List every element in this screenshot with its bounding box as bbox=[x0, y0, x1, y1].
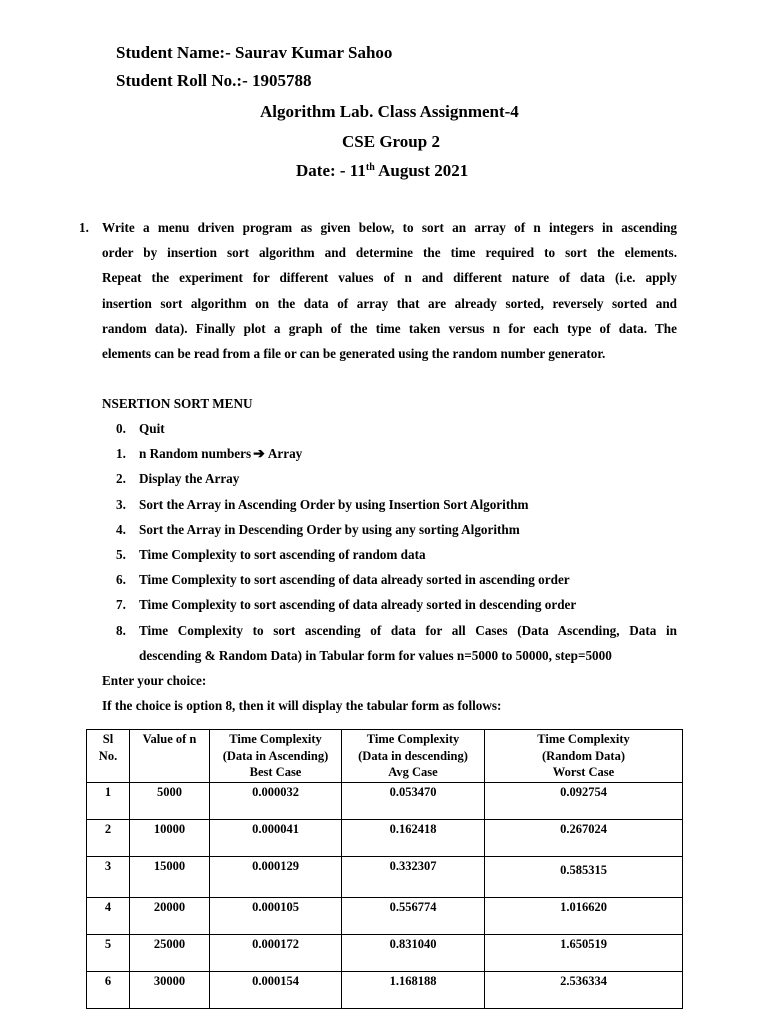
header-avg-case: Time Complexity (Data in descending) Avg Case bbox=[342, 730, 485, 783]
header-sl-no: Sl No. bbox=[87, 730, 130, 783]
menu-item-text: Array bbox=[267, 446, 303, 461]
table-row bbox=[87, 857, 683, 898]
cell-sl: 5 bbox=[87, 935, 130, 972]
header-value-n: Value of n bbox=[130, 730, 210, 783]
student-name: Student Name:- Saurav Kumar Sahoo bbox=[116, 43, 393, 62]
cell-sl: 3 bbox=[87, 857, 130, 898]
cell-best: 0.000105 bbox=[210, 898, 342, 935]
cell-worst: 0.092754 bbox=[485, 783, 683, 820]
cell-avg: 0.831040 bbox=[342, 935, 485, 972]
cell-best: 0.000041 bbox=[210, 820, 342, 857]
menu-item-number: 6. bbox=[116, 572, 126, 587]
cell-avg: 1.168188 bbox=[342, 972, 485, 1009]
table-row bbox=[87, 898, 683, 935]
cell-sl: 6 bbox=[87, 972, 130, 1009]
menu-item-number: 5. bbox=[116, 547, 126, 562]
cell-worst: 1.650519 bbox=[485, 935, 683, 972]
menu-item-time-descending: Time Complexity to sort ascending of data already sorted in descending order bbox=[139, 597, 577, 612]
menu-item-quit: Quit bbox=[139, 421, 165, 436]
cell-n: 10000 bbox=[130, 820, 210, 857]
question-paragraph bbox=[102, 215, 677, 366]
group-label: CSE Group 2 bbox=[342, 132, 440, 151]
cell-avg: 0.332307 bbox=[342, 857, 485, 898]
header-best-case: Time Complexity (Data in Ascending) Best Case bbox=[210, 730, 342, 783]
menu-title: NSERTION SORT MENU bbox=[102, 396, 253, 411]
cell-best: 0.000154 bbox=[210, 972, 342, 1009]
question-line: insertion sort algorithm on the data of array that are already sorted, reversely sorted and bbox=[102, 295, 677, 311]
cell-best: 0.000032 bbox=[210, 783, 342, 820]
cell-best: 0.000129 bbox=[210, 857, 342, 898]
menu-item-number: 2. bbox=[116, 471, 126, 486]
menu-item-number: 4. bbox=[116, 522, 126, 537]
question-line: random data). Finally plot a graph of the time taken versus n for each type of data. The bbox=[102, 320, 677, 336]
results-table bbox=[86, 729, 683, 1009]
menu-item-number: 3. bbox=[116, 497, 126, 512]
menu-item-sort-ascending: Sort the Array in Ascending Order by using Insertion Sort Algorithm bbox=[139, 497, 529, 512]
option8-note: If the choice is option 8, then it will display the tabular form as follows: bbox=[102, 698, 502, 713]
question-number: 1. bbox=[79, 220, 89, 235]
menu-item-random-numbers bbox=[139, 446, 302, 463]
question-line: Write a menu driven program as given below, to sort an array of n integers in ascending bbox=[102, 220, 677, 235]
menu-item-time-random: Time Complexity to sort ascending of random data bbox=[139, 547, 426, 562]
date-suffix: August 2021 bbox=[374, 161, 469, 180]
cell-n: 15000 bbox=[130, 857, 210, 898]
cell-n: 30000 bbox=[130, 972, 210, 1009]
date-prefix: Date: - 11 bbox=[296, 161, 366, 180]
cell-best: 0.000172 bbox=[210, 935, 342, 972]
table-row bbox=[87, 783, 683, 820]
cell-worst: 2.536334 bbox=[485, 972, 683, 1009]
arrow-right-icon: ➔ bbox=[253, 447, 265, 462]
cell-worst: 0.585315 bbox=[485, 857, 683, 898]
menu-item-number: 1. bbox=[116, 446, 126, 461]
assignment-title: Algorithm Lab. Class Assignment-4 bbox=[260, 102, 519, 121]
menu-item-text: n Random numbers bbox=[139, 446, 252, 461]
question-line: Repeat the experiment for different values of n and different nature of data (i.e. apply bbox=[102, 270, 677, 286]
question-line: elements can be read from a file or can be generated using the random number generator. bbox=[102, 346, 606, 362]
menu-item-number: 0. bbox=[116, 421, 126, 436]
table-row bbox=[87, 820, 683, 857]
cell-n: 25000 bbox=[130, 935, 210, 972]
menu-item-all-cases-cont: descending & Random Data) in Tabular form for values n=5000 to 50000, step=5000 bbox=[139, 648, 612, 663]
date-line bbox=[296, 161, 468, 181]
menu-item-all-cases: Time Complexity to sort ascending of data for all Cases (Data Ascending, Data in bbox=[139, 623, 677, 638]
question-line: order by insertion sort algorithm and determine the time required to sort the elements. bbox=[102, 245, 677, 261]
cell-worst: 0.267024 bbox=[485, 820, 683, 857]
cell-avg: 0.053470 bbox=[342, 783, 485, 820]
menu-item-time-ascending: Time Complexity to sort ascending of data already sorted in ascending order bbox=[139, 572, 570, 587]
cell-worst: 1.016620 bbox=[485, 898, 683, 935]
menu-item-number: 7. bbox=[116, 597, 126, 612]
enter-choice-prompt: Enter your choice: bbox=[102, 673, 207, 688]
cell-sl: 1 bbox=[87, 783, 130, 820]
cell-sl: 4 bbox=[87, 898, 130, 935]
table-header-row bbox=[87, 730, 683, 783]
header-worst-case: Time Complexity (Random Data) Worst Case bbox=[485, 730, 683, 783]
menu-item-number: 8. bbox=[116, 623, 126, 638]
cell-sl: 2 bbox=[87, 820, 130, 857]
menu-item-display-array: Display the Array bbox=[139, 471, 240, 486]
cell-avg: 0.556774 bbox=[342, 898, 485, 935]
student-roll-no: Student Roll No.:- 1905788 bbox=[116, 71, 312, 90]
cell-n: 20000 bbox=[130, 898, 210, 935]
cell-n: 5000 bbox=[130, 783, 210, 820]
date-superscript: th bbox=[365, 162, 375, 173]
table-row bbox=[87, 935, 683, 972]
menu-item-sort-descending: Sort the Array in Descending Order by using any sorting Algorithm bbox=[139, 522, 520, 537]
cell-avg: 0.162418 bbox=[342, 820, 485, 857]
table-row bbox=[87, 972, 683, 1009]
